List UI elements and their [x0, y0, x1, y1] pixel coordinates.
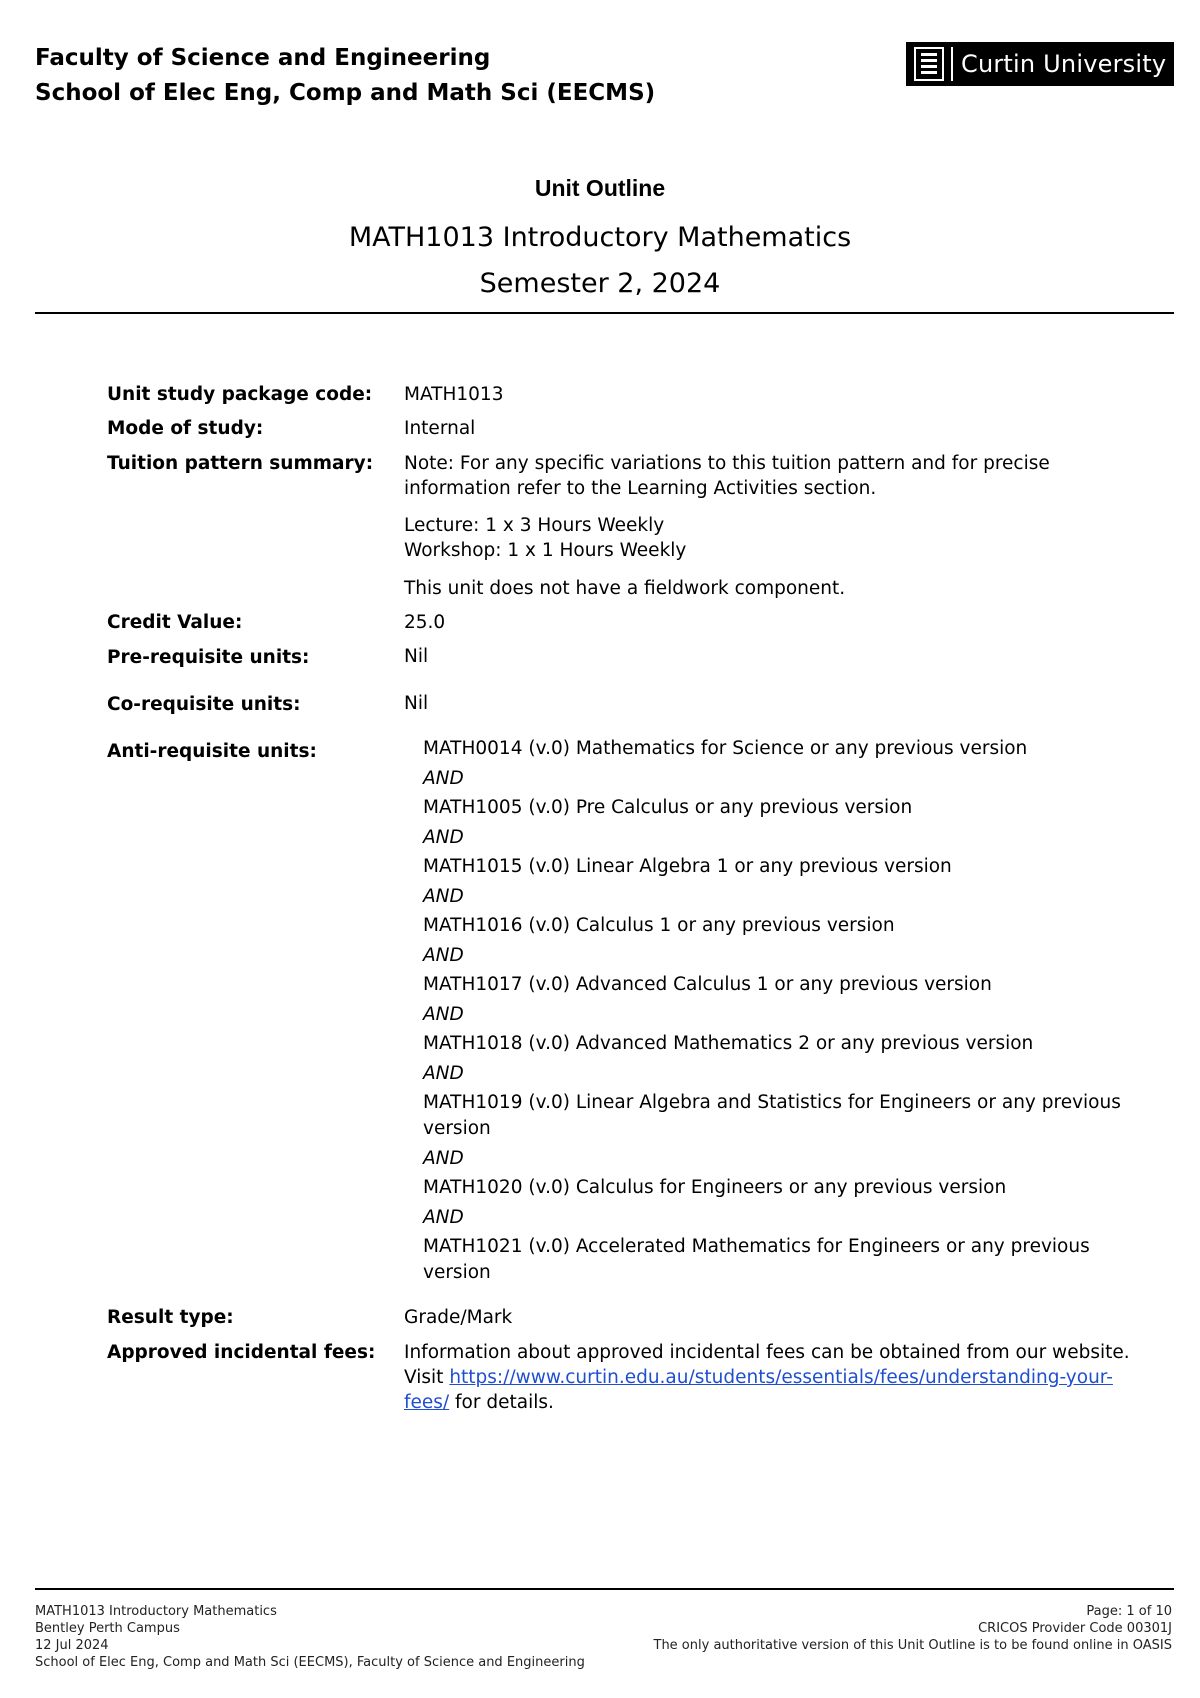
logo-divider [951, 47, 953, 81]
antireq-and: AND [423, 1004, 464, 1025]
fees-label: Approved incidental fees: [107, 1342, 376, 1363]
fees-line-2 [404, 1365, 1113, 1390]
fees-line-1: Information about approved incidental fees can be obtained from our website. [404, 1342, 1130, 1363]
mode-value: Internal [404, 418, 476, 439]
antireq-item-continued: version [423, 1118, 491, 1139]
unit-title: MATH1013 Introductory Mathematics [348, 222, 852, 253]
fees-link[interactable]: https://www.curtin.edu.au/students/essentials/fees/understanding-your- [449, 1367, 1113, 1388]
antireq-and: AND [423, 1063, 464, 1084]
credit-label: Credit Value: [107, 612, 243, 633]
curtin-logo [906, 42, 1174, 86]
footer-page-number: Page: 1 of 10 [1086, 1604, 1172, 1619]
school-name: School of Elec Eng, Comp and Math Sci (EECMS) [35, 80, 656, 106]
fees-visit-text: Visit [404, 1367, 444, 1388]
antireq-item: MATH1017 (v.0) Advanced Calculus 1 or any previous version [423, 974, 992, 995]
semester: Semester 2, 2024 [479, 268, 721, 299]
workshop-pattern: Workshop: 1 x 1 Hours Weekly [404, 540, 687, 561]
antireq-and: AND [423, 886, 464, 907]
document-label: Unit Outline [534, 175, 666, 201]
antireq-and: AND [423, 945, 464, 966]
antireq-item: MATH1005 (v.0) Pre Calculus or any previous version [423, 797, 913, 818]
antireq-item: MATH0014 (v.0) Mathematics for Science or any previous version [423, 738, 1028, 759]
fieldwork-note: This unit does not have a fieldwork component. [404, 578, 846, 599]
footer-date: 12 Jul 2024 [35, 1638, 109, 1653]
fees-end-text: for details. [455, 1392, 554, 1413]
antireq-label: Anti-requisite units: [107, 741, 317, 762]
fees-line-3 [404, 1390, 554, 1415]
coreq-value: Nil [404, 693, 429, 714]
package-code-value: MATH1013 [404, 384, 504, 405]
antireq-and: AND [423, 768, 464, 789]
credit-value: 25.0 [404, 612, 446, 633]
antireq-item: MATH1018 (v.0) Advanced Mathematics 2 or any previous version [423, 1033, 1034, 1054]
prereq-value: Nil [404, 646, 429, 667]
footer-school: School of Elec Eng, Comp and Math Sci (EECMS), Faculty of Science and Engineering [35, 1655, 585, 1670]
footer-divider [35, 1588, 1174, 1590]
antireq-item: MATH1019 (v.0) Linear Algebra and Statistics for Engineers or any previous [423, 1092, 1121, 1113]
antireq-item: MATH1016 (v.0) Calculus 1 or any previous version [423, 915, 895, 936]
footer-campus: Bentley Perth Campus [35, 1621, 180, 1636]
result-type-value: Grade/Mark [404, 1307, 513, 1328]
mode-label: Mode of study: [107, 418, 264, 439]
footer-cricos: CRICOS Provider Code 00301J [978, 1621, 1172, 1636]
fees-link-continued[interactable]: fees/ [404, 1392, 450, 1413]
lecture-pattern: Lecture: 1 x 3 Hours Weekly [404, 515, 665, 536]
tuition-note-2: information refer to the Learning Activities section. [404, 478, 877, 499]
package-code-label: Unit study package code: [107, 384, 373, 405]
footer-unit: MATH1013 Introductory Mathematics [35, 1604, 277, 1619]
crest-icon [914, 47, 944, 81]
antireq-item: MATH1015 (v.0) Linear Algebra 1 or any previous version [423, 856, 952, 877]
result-type-label: Result type: [107, 1307, 234, 1328]
footer-right [654, 1603, 1173, 1654]
footer-authority-note: The only authoritative version of this Unit Outline is to be found online in OASIS [653, 1638, 1172, 1653]
antireq-and: AND [423, 827, 464, 848]
tuition-note-1: Note: For any specific variations to this tuition pattern and for precise [404, 453, 1050, 474]
antireq-and: AND [423, 1148, 464, 1169]
footer-left [35, 1603, 585, 1671]
prereq-label: Pre-requisite units: [107, 647, 310, 668]
tuition-label: Tuition pattern summary: [107, 453, 374, 474]
antireq-list [423, 736, 1121, 1286]
coreq-label: Co-requisite units: [107, 694, 301, 715]
antireq-item: MATH1021 (v.0) Accelerated Mathematics for Engineers or any previous [423, 1236, 1090, 1257]
logo-text: Curtin University [961, 50, 1167, 78]
antireq-item-continued: version [423, 1262, 491, 1283]
antireq-and: AND [423, 1207, 464, 1228]
faculty-name: Faculty of Science and Engineering [35, 45, 491, 71]
title-divider [35, 312, 1174, 314]
antireq-item: MATH1020 (v.0) Calculus for Engineers or any previous version [423, 1177, 1007, 1198]
